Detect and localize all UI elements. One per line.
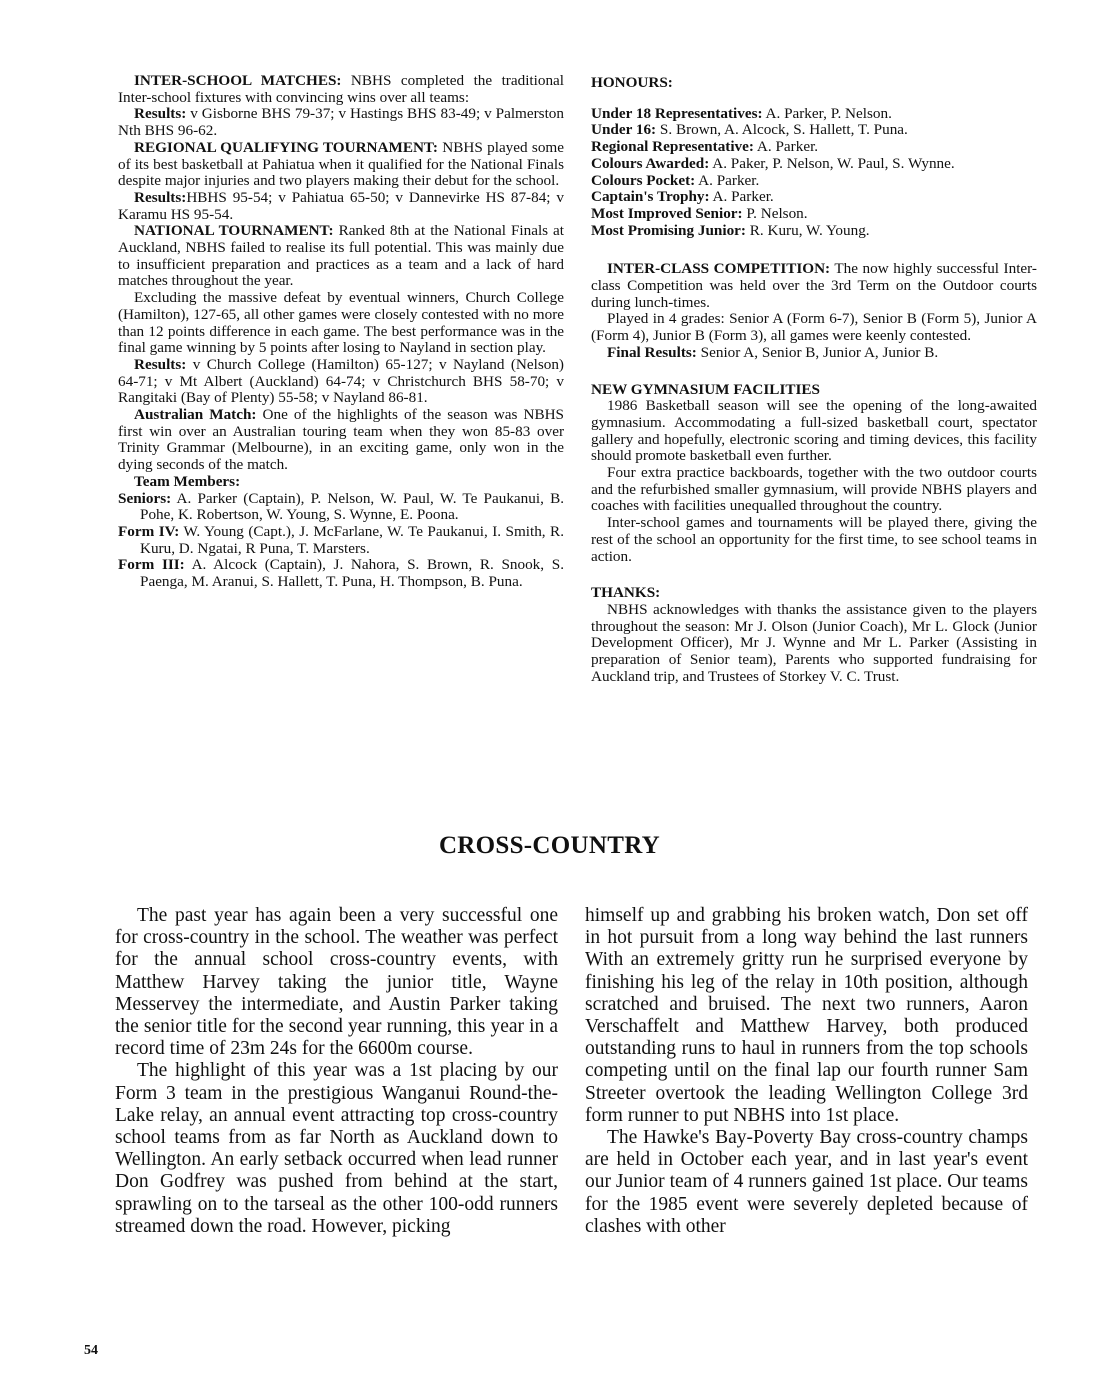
cross-country-paragraph: The past year has again been a very successful one for cross-country in the school. The weather was perfect for the annual school cross-country events, with Matthew Harvey taking the junior title, Wayne Messervey the intermediate, and Austin Parker taking the senior title for the second year running, this year in a record time of 23m 24s for the 6600m course. [115, 905, 558, 1060]
results-paragraph: Results: v Church College (Hamilton) 65-127; v Nayland (Nelson) 64-71; v Mt Albert (Auckland) 64-74; v Christchurch BHS 58-70; v Rangitaki (Bay of Plenty) 55-58; v Nayland 86-81. [118, 355, 564, 407]
page-number: 54 [84, 1343, 98, 1358]
seniors-roster: Seniors: A. Parker (Captain), P. Nelson, W. Paul, W. Te Paukanui, B. Pohe, K. Robertson, W. Young, S. Wynne, E. Poona. [118, 489, 564, 524]
gym-paragraph: Inter-school games and tournaments will be played there, giving the rest of the school an opportunity for the first time, to see school teams in action. [591, 514, 1037, 565]
basketball-left-column [118, 73, 564, 591]
honours-list [591, 106, 1037, 240]
cross-country-paragraph: The highlight of this year was a 1st placing by our Form 3 team in the prestigious Wanganui Round-the-Lake relay, an annual event attracting top cross-country school teams from as far North as Auckland down to Wellington. An early setback occurred when lead runner Don Godfrey was pushed from behind at the start, sprawling on to the tarseal as the other 100-odd runners streamed down the road. However, picking [115, 1060, 558, 1237]
honour-item: Regional Representative: A. Parker. [591, 138, 819, 156]
honour-item: Under 16: S. Brown, A. Alcock, S. Hallett, T. Puna. [591, 121, 908, 139]
final-results-paragraph: Final Results: Senior A, Senior B, Junior A, Junior B. [607, 343, 939, 361]
thanks-heading: THANKS: [591, 584, 661, 602]
played-paragraph: Played in 4 grades: Senior A (Form 6-7), Senior B (Form 5), Junior A (Form 4), Junior B (Form 3), all games were keenly contested. [591, 310, 1037, 345]
honour-item: Under 18 Representatives: A. Parker, P. Nelson. [591, 104, 892, 122]
honour-item: Colours Pocket: A. Parker. [591, 171, 760, 189]
australian-heading: Australian Match: [134, 406, 257, 424]
national-paragraph: NATIONAL TOURNAMENT: Ranked 8th at the National Finals at Auckland, NBHS failed to realise its full potential. This was mainly due to insufficient preparation and practices as a team and a lack of hard matches throughout the year. [118, 222, 564, 290]
form-iv-roster: Form IV: W. Young (Capt.), J. McFarlane, W. Te Paukanui, I. Smith, R. Kuru, D. Ngatai, R Puna, T. Marsters. [118, 522, 564, 557]
interclass-heading: INTER-CLASS COMPETITION: [607, 260, 831, 278]
results-paragraph: Results:HBHS 95-54; v Pahiatua 65-50; v Dannevirke HS 87-84; v Karamu HS 95-54. [118, 188, 564, 223]
honour-item: Captain's Trophy: A. Parker. [591, 188, 774, 206]
excluding-paragraph: Excluding the massive defeat by eventual winners, Church College (Hamilton), 127-65, all other games were closely contested with no more than 12 points difference in each game. The best performance was in the final game winning by 5 points after losing to Nayland in section play. [118, 289, 564, 357]
honours-heading: HONOURS: [591, 74, 673, 91]
inter-school-heading: INTER-SCHOOL MATCHES: [134, 72, 342, 89]
basketball-right-column [591, 75, 1037, 686]
regional-paragraph: REGIONAL QUALIFYING TOURNAMENT: NBHS played some of its best basketball at Pahiatua when it qualified for the National Finals despite major injuries and two players making their debut for the school. [118, 138, 564, 190]
inter-school-paragraph: INTER-SCHOOL MATCHES: NBHS completed the traditional Inter-school fixtures with convincing wins over all teams: [118, 72, 565, 106]
national-heading: NATIONAL TOURNAMENT: [134, 222, 334, 240]
cross-country-paragraph: The Hawke's Bay-Poverty Bay cross-country champs are held in October each year, and in last year's event our Junior team of 4 runners gained 1st place. Our teams for the 1985 event were severely depleted because of clashes with other [585, 1127, 1028, 1237]
australian-paragraph: Australian Match: One of the highlights of the season was NBHS first win over an Australian touring team when they won 85-83 over Trinity Grammar (Melbourne), in an exciting game, only won in the dying seconds of the match. [118, 406, 564, 474]
cross-country-paragraph: himself up and grabbing his broken watch, Don set off in hot pursuit from a long way behind the last runners With an extremely gritty run he surprised everyone by finishing his leg of the relay in 10th position, although scratched and bruised. The next two runners, Aaron Verschaffelt and Matthew Harvey, both produced outstanding runs to haul in runners from the top schools competing until on the final lap our fourth runner Sam Streeter overtook the leading Wellington College 3rd form runner to put NBHS into 1st place. [585, 905, 1028, 1126]
cross-country-left-column [115, 905, 558, 1238]
regional-heading: REGIONAL QUALIFYING TOURNAMENT: [134, 138, 438, 156]
team-members-heading: Team Members: [134, 472, 241, 490]
gym-paragraph: Four extra practice backboards, together with the two outdoor courts and the refurbished smaller gymnasium, will provide NBHS players and coaches with facilities unequalled throughout the country. [591, 464, 1037, 515]
results-paragraph: Results: v Gisborne BHS 79-37; v Hastings BHS 83-49; v Palmerston Nth BHS 96-62. [118, 105, 564, 140]
interclass-paragraph: INTER-CLASS COMPETITION: The now highly successful Inter-class Competition was held over the 3rd Term on the Outdoor courts during lunch-times. [591, 260, 1037, 311]
honour-item: Most Promising Junior: R. Kuru, W. Young. [591, 221, 870, 239]
cross-country-right-column [585, 905, 1028, 1238]
honour-item: Most Improved Senior: P. Nelson. [591, 204, 808, 222]
gym-paragraph: 1986 Basketball season will see the opening of the long-awaited gymnasium. Accommodating a full-sized basketball court, spectator gallery and hopefully, electronic scoring and timing devices, this facility should promote basketball even further. [591, 397, 1037, 465]
form-iii-roster: Form III: A. Alcock (Captain), J. Nahora, S. Brown, R. Snook, S. Paenga, M. Aranui, S. Hallett, T. Puna, H. Thompson, B. Puna. [118, 556, 564, 591]
cross-country-title: CROSS-COUNTRY [438, 832, 661, 859]
thanks-paragraph: NBHS acknowledges with thanks the assistance given to the players throughout the season: Mr J. Olson (Junior Coach), Mr L. Glock (Junior Development Officer), Mr J. Wynne and Mr L. Parker (Assisting in preparation of Senior team), Parents who supported fundraising for Auckland trip, and Trustees of Storkey V. C. Trust. [591, 600, 1037, 685]
honour-item: Colours Awarded: A. Paker, P. Nelson, W. Paul, S. Wynne. [591, 154, 955, 172]
gym-heading: NEW GYMNASIUM FACILITIES [591, 380, 820, 398]
